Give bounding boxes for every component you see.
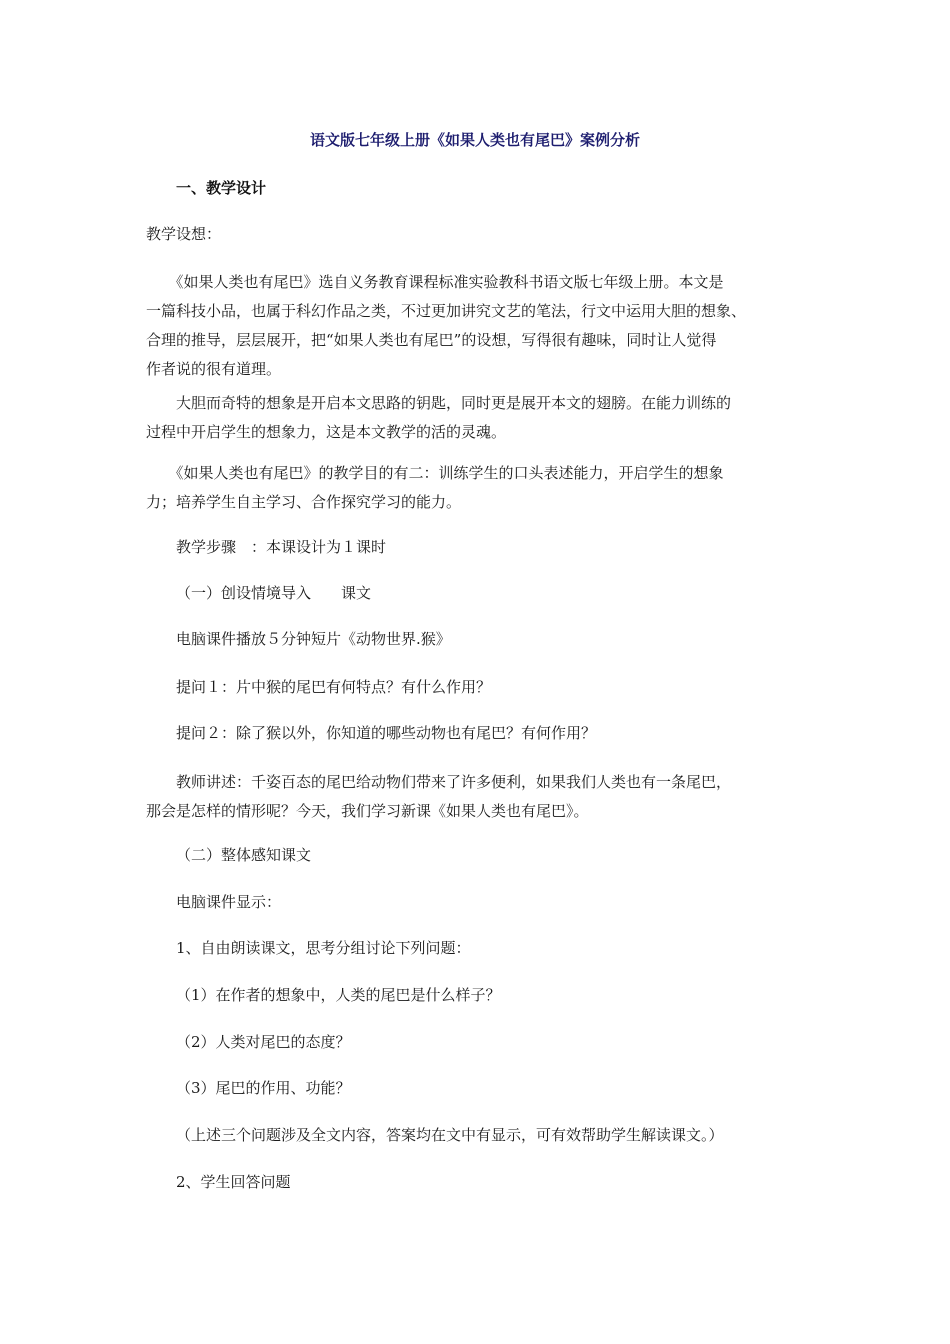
display-label: 电脑课件显示： [176, 893, 282, 911]
paragraph-line: 力；培养学生自主学习、合作探究学习的能力。 [146, 493, 462, 511]
paragraph-line: 教师讲述：千姿百态的尾巴给动物们带来了许多便利，如果我们人类也有一条尾巴， [146, 773, 732, 791]
paragraph-line: 过程中开启学生的想象力，这是本文教学的活的灵魂。 [146, 423, 507, 441]
paragraph-objectives [146, 459, 806, 517]
sub-question-two: （2）人类对尾巴的态度？ [176, 1033, 351, 1051]
paragraph-line: 大胆而奇特的想象是开启本文思路的钥匙，同时更是展开本文的翅膀。在能力训练的 [146, 394, 732, 412]
paragraph-line: 一篇科技小品，也属于科幻作品之类，不过更加讲究文艺的笔法，行文中运用大胆的想象、 [146, 302, 747, 320]
teaching-idea-label: 教学设想： [146, 225, 222, 243]
paragraph-line: 作者说的很有道理。 [146, 360, 282, 378]
paragraph-line: 那会是怎样的情形呢？今天，我们学习新课《如果人类也有尾巴》。 [146, 802, 589, 820]
video-text: 电脑课件播放５分钟短片《动物世界.猴》 [176, 630, 451, 648]
paragraph-teacher [146, 768, 806, 826]
list-item-two: 2、学生回答问题 [176, 1173, 291, 1191]
sub-question-three: （3）尾巴的作用、功能？ [176, 1079, 351, 1097]
paragraph-imagination [146, 389, 806, 447]
step-two-heading: （二）整体感知课文 [176, 846, 312, 864]
sub-question-one: （1）在作者的想象中，人类的尾巴是什么样子？ [176, 986, 501, 1004]
section-heading: 一、教学设计 [176, 179, 267, 197]
question-two: 提问２：除了猴以外，你知道的哪些动物也有尾巴？有何作用？ [176, 724, 597, 742]
teaching-steps: 教学步骤 ：本课设计为１课时 [176, 538, 387, 556]
list-item-one: 1、自由朗读课文，思考分组讨论下列问题： [176, 939, 471, 957]
paragraph-line: 合理的推导，层层展开，把“如果人类也有尾巴”的设想，写得很有趣味，同时让人觉得 [146, 331, 717, 349]
paragraph-line: 《如果人类也有尾巴》选自义务教育课程标准实验教科书语文版七年级上册。本文是 [146, 273, 724, 291]
paragraph-intro [146, 268, 806, 384]
paragraph-line: 《如果人类也有尾巴》的教学目的有二：训练学生的口头表述能力，开启学生的想象 [146, 464, 724, 482]
document-title: 语文版七年级上册《如果人类也有尾巴》案例分析 [309, 131, 640, 149]
note-text: （上述三个问题涉及全文内容，答案均在文中有显示，可有效帮助学生解读课文。） [176, 1126, 724, 1144]
step-one-heading: （一）创设情境导入 课文 [176, 584, 372, 602]
question-one: 提问１：片中猴的尾巴有何特点？有什么作用？ [176, 678, 492, 696]
